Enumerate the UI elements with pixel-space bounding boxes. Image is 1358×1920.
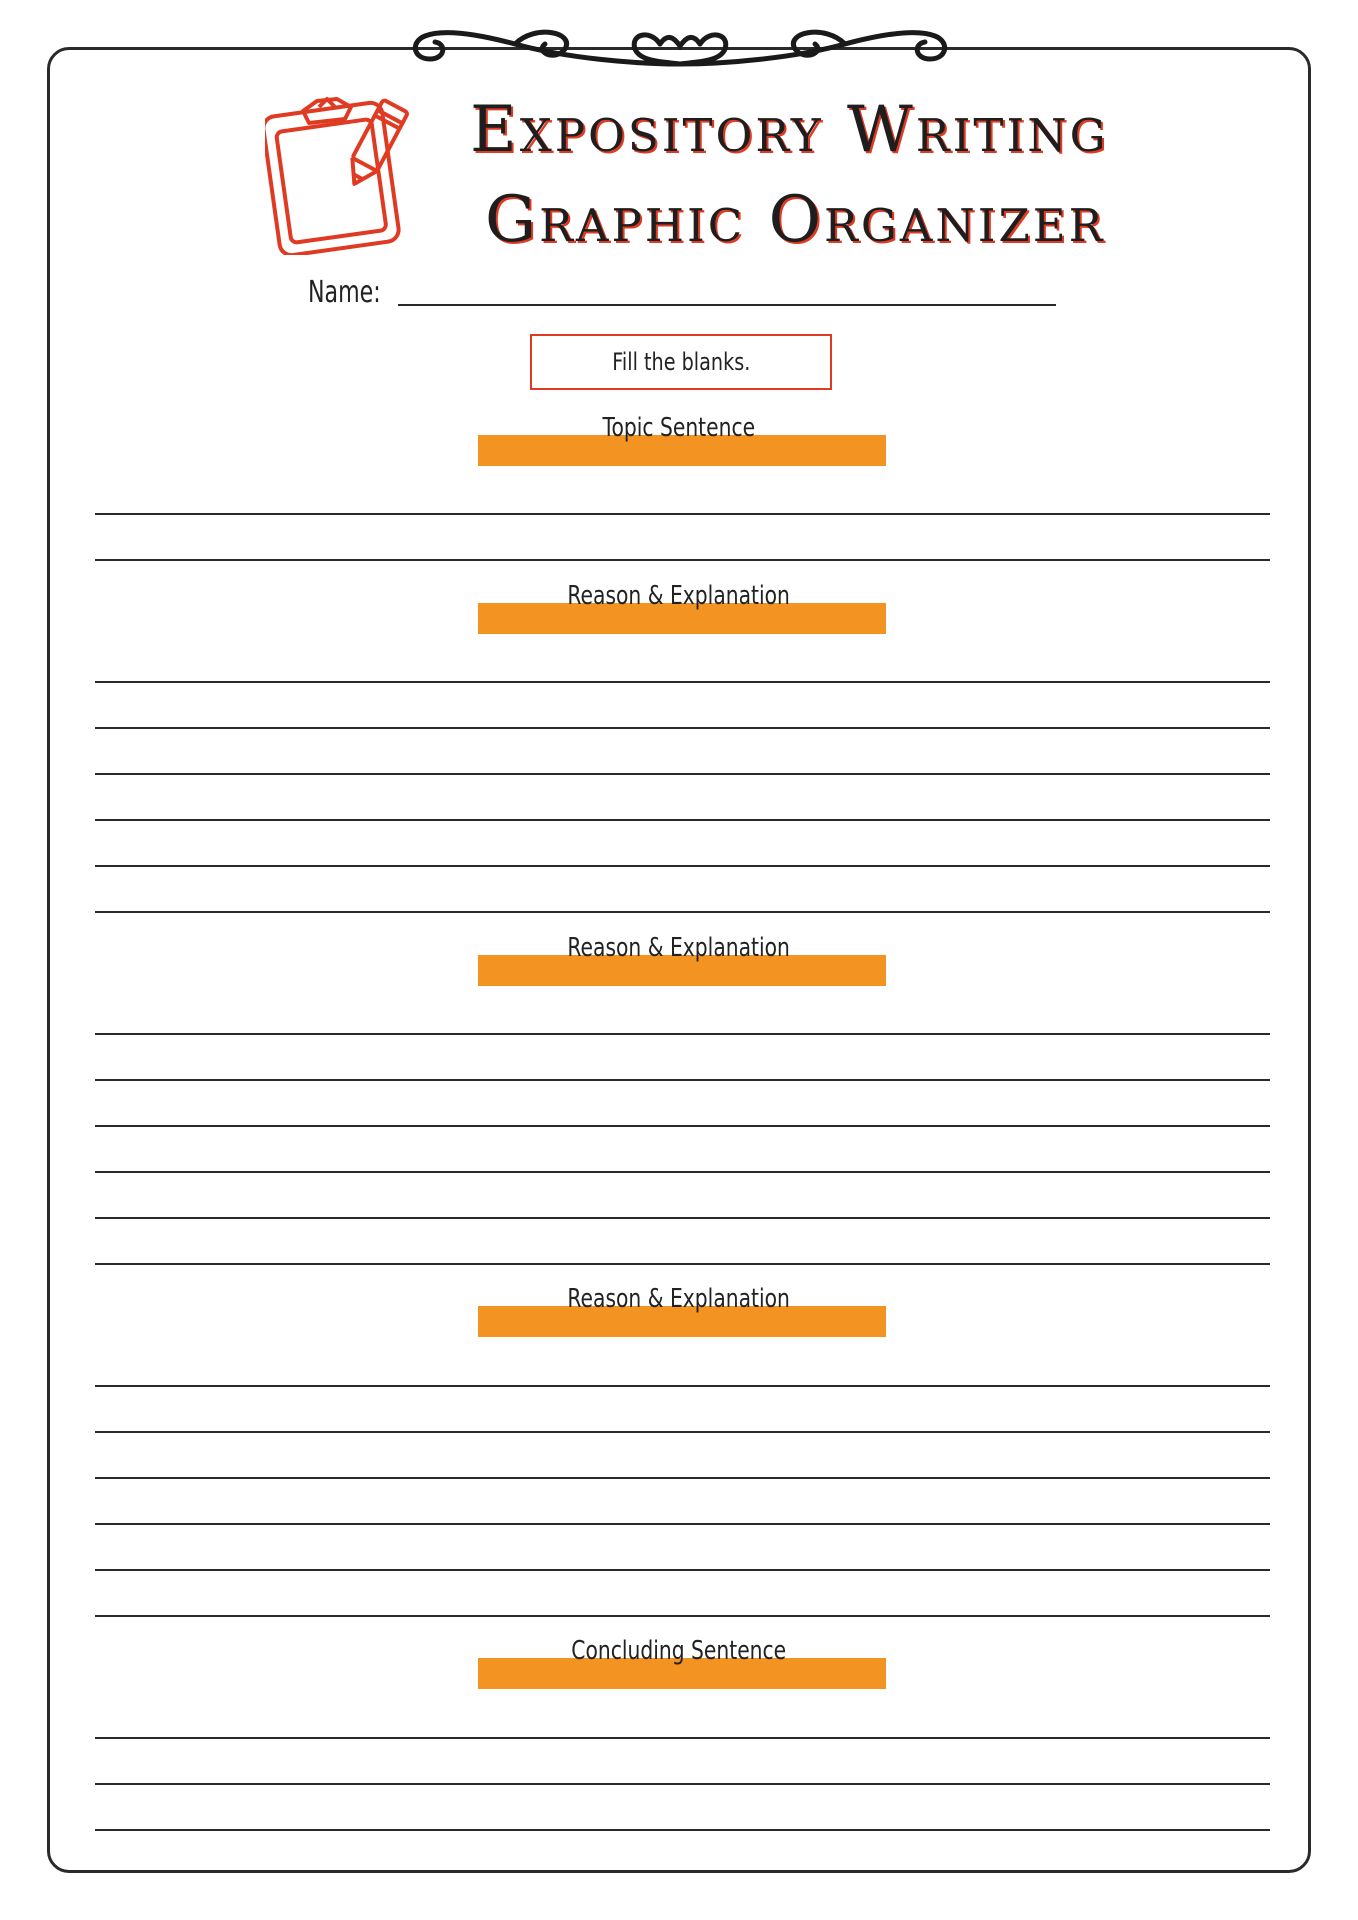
writing-line[interactable] [95, 1431, 1270, 1433]
clipboard-pencil-icon [265, 95, 425, 255]
instruction-box [530, 334, 832, 390]
writing-line[interactable] [95, 513, 1270, 515]
writing-line[interactable] [95, 1217, 1270, 1219]
section-label: Reason & Explanation [567, 581, 791, 611]
page-title-line-2: Graphic Organizer [485, 183, 1106, 257]
writing-line[interactable] [95, 1171, 1270, 1173]
writing-line[interactable] [95, 1783, 1270, 1785]
writing-line[interactable] [95, 1079, 1270, 1081]
writing-line[interactable] [95, 1385, 1270, 1387]
writing-line[interactable] [95, 1737, 1270, 1739]
instruction-text: Fill the blanks. [611, 348, 751, 376]
name-label: Name: [308, 275, 381, 310]
flourish-ornament-icon [405, 14, 955, 72]
writing-line[interactable] [95, 681, 1270, 683]
section-label: Reason & Explanation [567, 1284, 791, 1314]
writing-line[interactable] [95, 1523, 1270, 1525]
writing-line[interactable] [95, 1615, 1270, 1617]
writing-line[interactable] [95, 727, 1270, 729]
page-title-line-1: Expository Writing [470, 93, 1109, 167]
writing-line[interactable] [95, 773, 1270, 775]
writing-line[interactable] [95, 1569, 1270, 1571]
section-label: Topic Sentence [602, 413, 756, 443]
writing-line[interactable] [95, 1829, 1270, 1831]
writing-line[interactable] [95, 559, 1270, 561]
writing-line[interactable] [95, 1263, 1270, 1265]
writing-line[interactable] [95, 819, 1270, 821]
section-label: Concluding Sentence [571, 1636, 787, 1666]
section-label: Reason & Explanation [567, 933, 791, 963]
writing-line[interactable] [95, 1125, 1270, 1127]
writing-line[interactable] [95, 865, 1270, 867]
writing-line[interactable] [95, 1033, 1270, 1035]
writing-line[interactable] [95, 1477, 1270, 1479]
writing-line[interactable] [95, 911, 1270, 913]
name-field[interactable] [398, 304, 1056, 306]
